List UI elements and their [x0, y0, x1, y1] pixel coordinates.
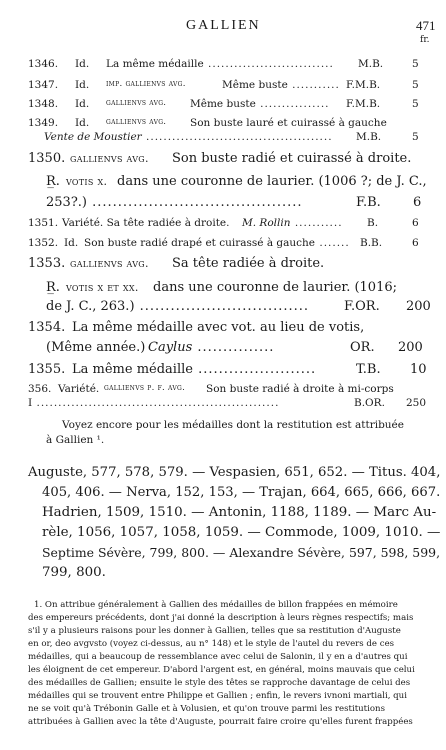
reverse-mark: R̲.	[46, 280, 60, 295]
entry-grade: B.OR.	[354, 397, 385, 409]
entry-id: Id.	[75, 79, 90, 91]
entry-grade: OR.	[350, 340, 375, 355]
index-line: Auguste, 577, 578, 579. — Vespasien, 651, 652. — Titus. 404,	[28, 465, 441, 480]
entry-number: 1353.	[28, 256, 66, 271]
entry-number: 1350.	[28, 151, 66, 166]
entry-description: Sa tête radiée à droite.	[172, 256, 325, 271]
entry-source: Vente de Moustier ...........................................	[44, 131, 333, 143]
entry-price: 5	[412, 98, 419, 110]
entry-price: 5	[412, 58, 419, 70]
entry-price: 6	[412, 237, 419, 249]
entry-price: 6	[413, 195, 422, 210]
entry-description: Variété. Sa tête radiée à droite.	[62, 217, 230, 229]
entry-description: La même médaille .............................	[106, 58, 334, 70]
footnote-line: médailles, qui a beaucoup de ressemblance avec celui de Salonin, il y en a d'autres qui	[28, 652, 408, 662]
footnote-line: ne se voit qu'à Trébonin Galle et à Volusien, et qu'on trouve parmi les restitutions	[28, 704, 385, 714]
entry-id: Id.	[75, 58, 90, 70]
entry-description: La même médaille avec vot. au lieu de votis,	[72, 320, 365, 335]
index-line: Septime Sévère, 799, 800. — Alexandre Sévère, 597, 598, 599,	[42, 545, 441, 560]
entry-price: 5	[412, 131, 419, 143]
reverse-description: dans une couronne de laurier. (1016;	[153, 280, 397, 295]
entry-price: 200	[398, 340, 423, 355]
entry-price: 6	[412, 217, 419, 229]
index-line: 799, 800.	[42, 565, 106, 580]
entry-number: 1354.	[28, 320, 66, 335]
entry-legend: gallienvs avg.	[106, 98, 167, 108]
footnote-line: médailles qui se trouvent entre Philippe et Gallien ; enfin, le revers ivnoni martiali, qui	[28, 691, 407, 701]
footnote-line: les éloignent de cet empereur. D'abord l'argent est, en général, moins mauvais que celui	[28, 665, 415, 675]
entry-legend: gallienvs avg.	[70, 257, 149, 270]
entry-date: (Même année.)	[46, 340, 146, 355]
entry-number: 1346.	[28, 58, 59, 70]
footnote-line: des médailles de Gallien; ensuite le style des têtes se rapproche davantage de celui des	[28, 678, 411, 688]
entry-number: 1347.	[28, 79, 59, 91]
entry-grade: F.M.B.	[346, 79, 381, 91]
entry-description: Son buste radié et cuirassé à droite.	[172, 151, 412, 166]
entry-id: Id.	[75, 117, 90, 129]
note-line: Voyez encore pour les médailles dont la restitution est attribuée	[62, 419, 404, 431]
entry-number: 356.	[28, 383, 52, 395]
index-line: rèle, 1056, 1057, 1058, 1059. — Commode, 1009, 1010. —	[42, 525, 441, 540]
reverse-mark: R̲.	[46, 174, 60, 189]
entry-description: Variété.	[58, 383, 100, 395]
entry-price: 250	[406, 397, 427, 409]
reverse-description: dans une couronne de laurier. (1006 ?; de J. C.,	[117, 174, 427, 189]
entry-description: Son buste lauré et cuirassé à gauche	[190, 117, 387, 129]
entry-description: Même buste ................	[190, 98, 330, 110]
entry-grade: T.B.	[356, 362, 381, 377]
reverse-date: de J. C., 263.) .................................	[46, 299, 310, 314]
entry-legend: gallienvs avg.	[70, 152, 149, 165]
entry-grade: F.B.	[356, 195, 381, 210]
entry-number: 1348.	[28, 98, 59, 110]
footnote-line: des empereurs précédents, dont j'ai donné la description à leurs règnes respectifs; mais	[28, 613, 414, 623]
entry-source: M. Rollin ...........	[242, 217, 343, 229]
entry-description: La même médaille .......................	[72, 362, 317, 377]
currency-unit: fr.	[420, 35, 430, 45]
entry-id: Id.	[64, 237, 79, 249]
entry-price: 10	[410, 362, 427, 377]
reverse-legend: votis x et xx.	[66, 281, 139, 294]
reverse-date: 253?.) .........................................	[46, 195, 303, 210]
entry-grade: B.B.	[360, 237, 383, 249]
entry-number: 1352.	[28, 237, 59, 249]
entry-line-prefix: I ........................................................	[28, 397, 280, 409]
reverse-legend: votis x.	[66, 175, 108, 188]
entry-grade: F.M.B.	[346, 98, 381, 110]
entry-grade: F.OR.	[344, 299, 380, 314]
entry-grade: M.B.	[358, 58, 384, 70]
entry-price: 5	[412, 79, 419, 91]
entry-description-2: Son buste radié à droite à mi-corps	[206, 383, 394, 395]
page-number: 471	[416, 18, 436, 33]
index-line: Hadrien, 1509, 1510. — Antonin, 1188, 1189. — Marc Au-	[42, 505, 437, 520]
note-line: à Gallien ¹.	[46, 434, 105, 446]
footnote-line: s'il y a plusieurs raisons pour les donner à Gallien, telles que sa restitution d'Auguste	[28, 626, 401, 636]
entry-legend: gallienvs avg.	[106, 117, 167, 127]
page-header-title: GALLIEN	[186, 18, 261, 33]
entry-number: 1349.	[28, 117, 59, 129]
entry-id: Id.	[75, 98, 90, 110]
footnote-line: en or, deo avgvsto (voyez ci-dessus, au n° 148) et le style de l'autel du revers de ces	[28, 639, 395, 649]
entry-grade: M.B.	[356, 131, 382, 143]
entry-legend: imp. gallienvs avg.	[106, 79, 186, 89]
entry-number: 1351.	[28, 217, 59, 229]
entry-description: Son buste radié drapé et cuirassé à gauche .......	[84, 237, 350, 249]
entry-source: Caylus ...............	[148, 340, 275, 355]
entry-description: Même buste ...........	[222, 79, 340, 91]
entry-legend: gallienvs p. f. avg.	[104, 383, 186, 393]
footnote-line: 1. On attribue généralement à Gallien des médailles de billon frappées en mémoire	[34, 600, 398, 610]
entry-price: 200	[406, 299, 431, 314]
entry-grade: B.	[367, 217, 379, 229]
footnote-line: attribuées à Gallien avec la tête d'Auguste, pourrait faire croire qu'elles furent frappées	[28, 717, 413, 727]
index-line: 405, 406. — Nerva, 152, 153, — Trajan, 664, 665, 666, 667.	[42, 485, 441, 500]
entry-number: 1355.	[28, 362, 66, 377]
